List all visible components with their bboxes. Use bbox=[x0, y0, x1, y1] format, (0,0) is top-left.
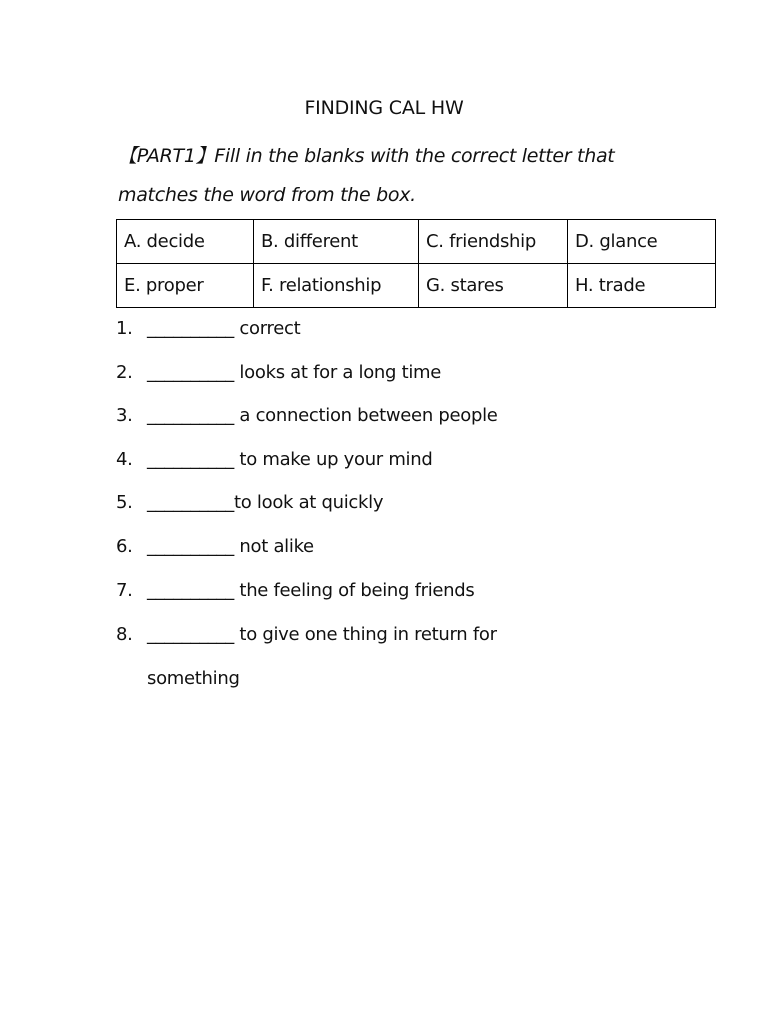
question-item bbox=[116, 318, 300, 339]
question-number: 4. bbox=[116, 449, 133, 470]
question-text-continuation: something bbox=[147, 668, 240, 689]
question-item bbox=[116, 449, 433, 470]
question-text: to make up your mind bbox=[234, 449, 433, 470]
instructions-line-1: 【PART1】Fill in the blanks with the correct letter that bbox=[118, 145, 615, 167]
word-box-cell: A. decide bbox=[117, 220, 254, 264]
question-text: to give one thing in return for bbox=[234, 624, 497, 645]
question-number: 8. bbox=[116, 624, 133, 645]
question-text: to look at quickly bbox=[234, 492, 384, 513]
question-number: 3. bbox=[116, 405, 133, 426]
question-item bbox=[116, 492, 383, 513]
answer-blank: __________ bbox=[147, 536, 235, 557]
question-item bbox=[116, 405, 498, 426]
question-item bbox=[116, 624, 497, 645]
question-text: correct bbox=[234, 318, 301, 339]
question-number: 1. bbox=[116, 318, 133, 339]
answer-blank: __________ bbox=[147, 318, 235, 339]
answer-blank: __________ bbox=[147, 492, 235, 513]
page-title: FINDING CAL HW bbox=[304, 97, 464, 119]
word-box-cell: B. different bbox=[254, 220, 419, 264]
answer-blank: __________ bbox=[147, 362, 235, 383]
question-text: not alike bbox=[234, 536, 314, 557]
question-text: a connection between people bbox=[234, 405, 498, 426]
word-box-cell: G. stares bbox=[419, 264, 568, 308]
question-item bbox=[116, 536, 314, 557]
answer-blank: __________ bbox=[147, 624, 235, 645]
question-number: 5. bbox=[116, 492, 133, 513]
word-box-row bbox=[117, 220, 716, 264]
question-number: 2. bbox=[116, 362, 133, 383]
word-box-cell: E. proper bbox=[117, 264, 254, 308]
word-box-row bbox=[117, 264, 716, 308]
answer-blank: __________ bbox=[147, 449, 235, 470]
answer-blank: __________ bbox=[147, 405, 235, 426]
question-number: 6. bbox=[116, 536, 133, 557]
word-box-cell: F. relationship bbox=[254, 264, 419, 308]
word-box bbox=[116, 219, 716, 308]
answer-blank: __________ bbox=[147, 580, 235, 601]
question-item bbox=[116, 580, 475, 601]
word-box-cell: D. glance bbox=[568, 220, 716, 264]
word-box-cell: C. friendship bbox=[419, 220, 568, 264]
instructions-line-2: matches the word from the box. bbox=[118, 184, 416, 206]
question-text: the feeling of being friends bbox=[234, 580, 475, 601]
question-text: looks at for a long time bbox=[234, 362, 442, 383]
question-number: 7. bbox=[116, 580, 133, 601]
question-item bbox=[116, 362, 441, 383]
word-box-cell: H. trade bbox=[568, 264, 716, 308]
